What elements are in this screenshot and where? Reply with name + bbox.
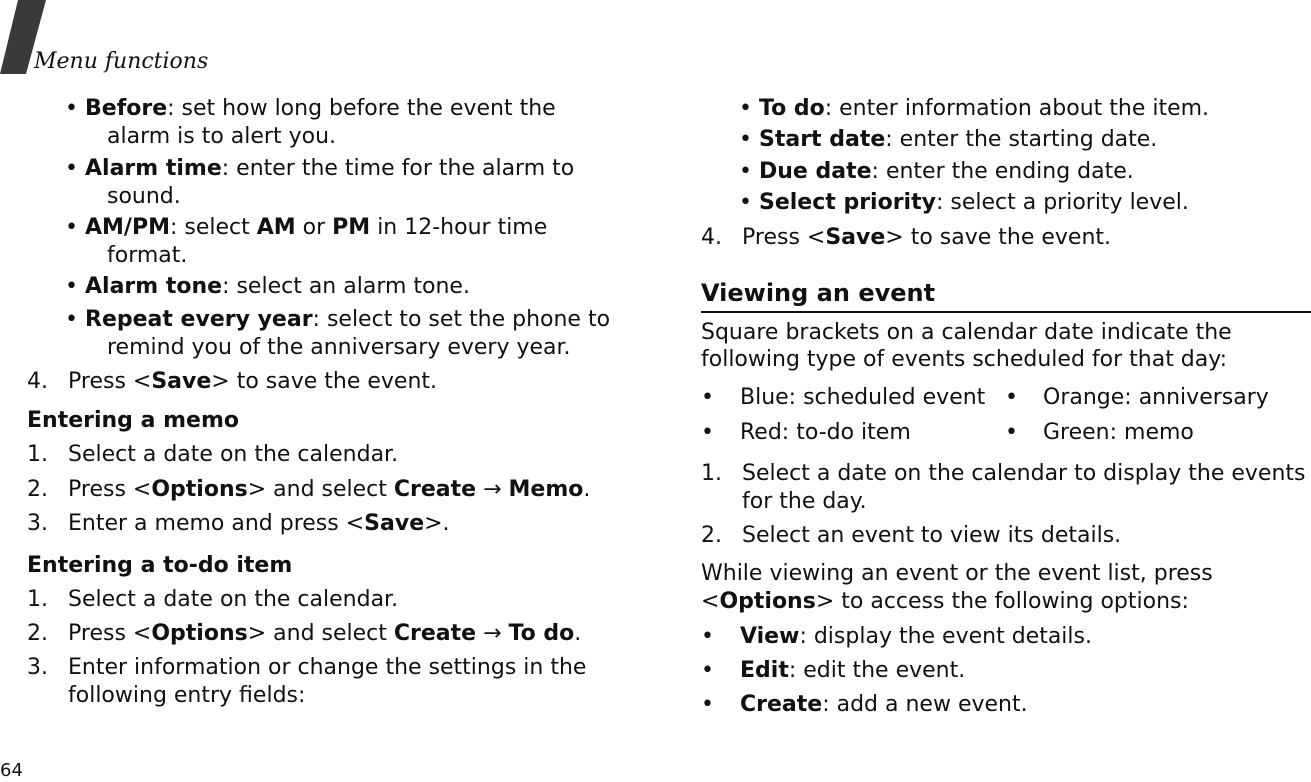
legend-item-orange: • Orange: anniversary xyxy=(1005,385,1269,410)
step-4: 4. Press <Save> to save the event. xyxy=(701,225,1112,250)
legend-item-red: • Red: to-do item xyxy=(701,420,911,445)
options-intro: <Options> to access the following options: xyxy=(701,589,1189,614)
list-item-due-date: • Due date: enter the ending date. xyxy=(739,159,1134,184)
list-item-continuation: remind you of the anniversary every year. xyxy=(107,335,571,360)
heading-entering-memo: Entering a memo xyxy=(27,408,239,433)
legend-item-green: • Green: memo xyxy=(1005,420,1194,445)
list-item-start-date: • Start date: enter the starting date. xyxy=(739,127,1158,152)
intro-text: following type of events scheduled for that day: xyxy=(701,347,1228,372)
heading-entering-todo: Entering a to-do item xyxy=(27,553,293,578)
list-item-repeat-every-year: • Repeat every year: select to set the phone to xyxy=(65,307,611,332)
option-view: • View: display the event details. xyxy=(701,624,1092,649)
list-item-continuation: sound. xyxy=(107,184,181,209)
memo-step-1: 1. Select a date on the calendar. xyxy=(27,442,399,467)
todo-step-3-continuation: following entry fields: xyxy=(68,683,306,708)
list-item-continuation: format. xyxy=(107,243,188,268)
heading-rule xyxy=(701,311,1311,313)
option-create: • Create: add a new event. xyxy=(701,692,1028,717)
section-title: Menu functions xyxy=(34,49,209,74)
list-item-before: • Before: set how long before the event the xyxy=(65,96,556,121)
todo-step-2: 2. Press <Options> and select Create → To do. xyxy=(27,621,582,646)
list-item-alarm-tone: • Alarm tone: select an alarm tone. xyxy=(65,274,470,299)
memo-step-3: 3. Enter a memo and press <Save>. xyxy=(27,511,450,536)
list-item-select-priority: • Select priority: select a priority level. xyxy=(739,190,1189,215)
step-4: 4. Press <Save> to save the event. xyxy=(27,369,438,394)
list-item-continuation: alarm is to alert you. xyxy=(107,124,337,149)
view-step-2: 2. Select an event to view its details. xyxy=(701,523,1122,548)
page-number: 64 xyxy=(0,760,23,781)
todo-step-1: 1. Select a date on the calendar. xyxy=(27,587,399,612)
intro-text: Square brackets on a calendar date indicate the xyxy=(701,320,1232,345)
heading-viewing-event: Viewing an event xyxy=(701,279,936,307)
memo-step-2: 2. Press <Options> and select Create → Memo. xyxy=(27,477,591,502)
option-edit: • Edit: edit the event. xyxy=(701,658,966,683)
list-item-alarm-time: • Alarm time: enter the time for the alarm to xyxy=(65,156,575,181)
list-item-am-pm: • AM/PM: select AM or PM in 12-hour time xyxy=(65,215,548,240)
view-step-1-continuation: for the day. xyxy=(742,489,867,514)
options-intro: While viewing an event or the event list, press xyxy=(701,561,1213,586)
legend-item-blue: • Blue: scheduled event xyxy=(701,385,986,410)
list-item-to-do: • To do: enter information about the item. xyxy=(739,96,1210,121)
todo-step-3: 3. Enter information or change the settings in the xyxy=(27,655,587,680)
view-step-1: 1. Select a date on the calendar to display the events xyxy=(701,461,1306,486)
